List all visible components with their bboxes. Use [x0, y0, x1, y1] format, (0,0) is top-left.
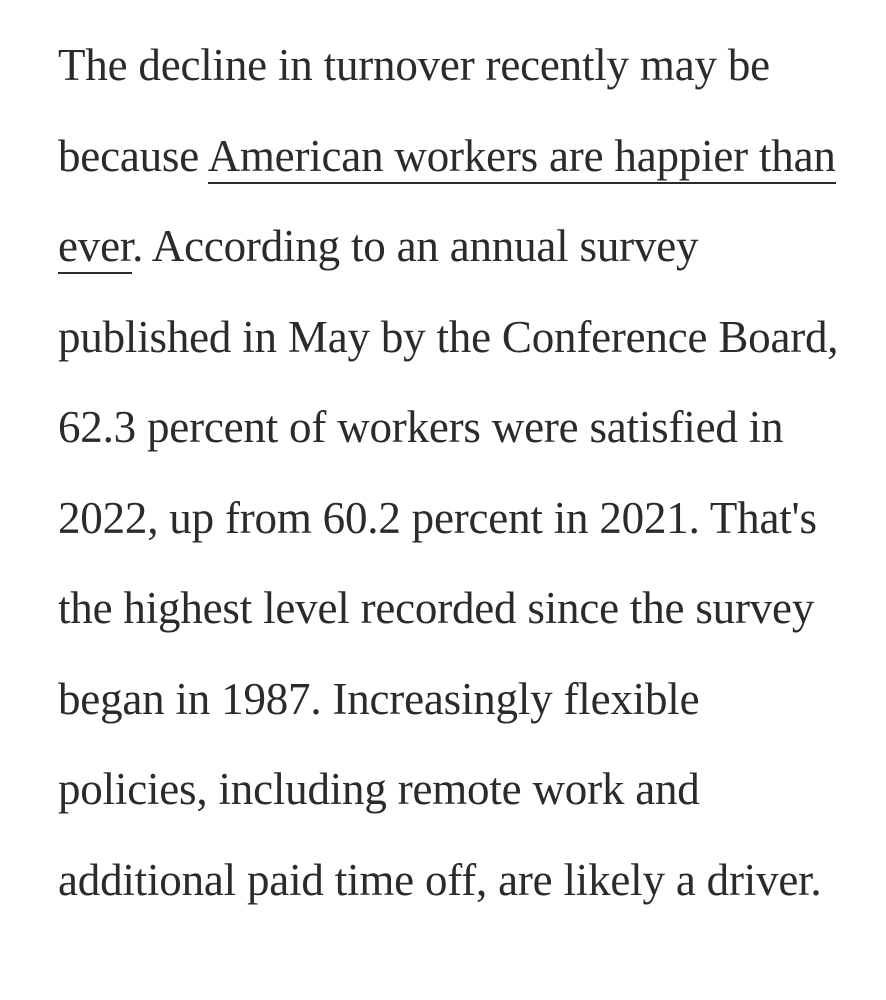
paragraph-text-after-link: . According to an annual survey published in May by the Conference Board, 62.3 percent of workers were satisfied in 2022, up from 60.2 percent in 2021. That's the highest level recorded since the survey began in 1987. Increasingly flexible policies, including remote work and additional paid time off, are likely a driver. — [58, 221, 839, 905]
paragraph-text-before-link: The decline in turnover recently may be because — [58, 40, 770, 181]
article-paragraph — [58, 20, 858, 925]
american-workers-happier-link[interactable]: American workers are happier than ever — [58, 131, 836, 275]
article-body — [58, 20, 858, 925]
